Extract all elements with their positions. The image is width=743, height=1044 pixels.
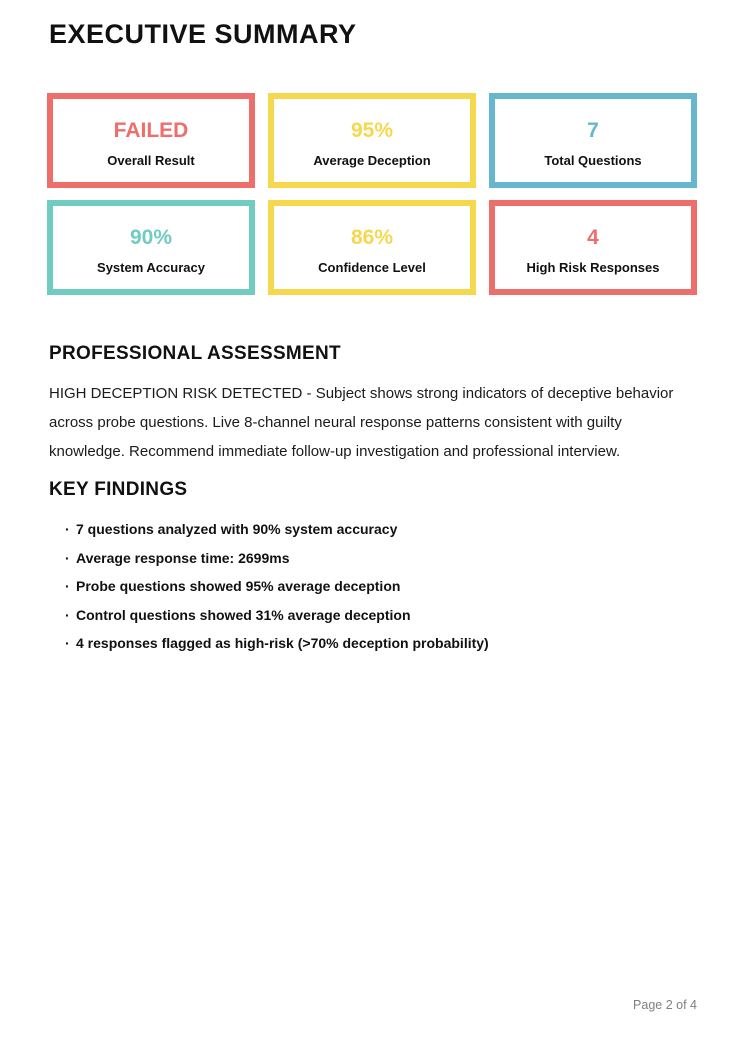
- page-title: EXECUTIVE SUMMARY: [49, 19, 357, 49]
- assessment-text: HIGH DECEPTION RISK DETECTED - Subject shows strong indicators of deceptive behavior across probe questions. Live 8-channel neural response patterns consistent with guilty knowledge. Recommend immediate follow-up investigation and professional interview.: [49, 385, 674, 460]
- summary-cards: [47, 93, 697, 295]
- finding-text: Control questions showed 31% average deception: [76, 606, 411, 623]
- finding-item: [49, 601, 696, 630]
- finding-item: [49, 515, 696, 544]
- stat-value: 4: [587, 226, 599, 249]
- stat-card: [47, 200, 255, 295]
- stat-label: Overall Result: [107, 153, 195, 168]
- stat-value: 7: [587, 119, 599, 142]
- stat-label: Total Questions: [544, 153, 642, 168]
- findings-heading: KEY FINDINGS: [49, 479, 188, 500]
- stat-label: Average Deception: [313, 153, 431, 168]
- stat-value: 90%: [129, 226, 173, 249]
- bullet-icon: ·: [65, 606, 70, 623]
- finding-text: Probe questions showed 95% average deception: [76, 578, 401, 594]
- assessment-heading: PROFESSIONAL ASSESSMENT: [49, 343, 341, 364]
- stat-label: System Accuracy: [97, 260, 205, 275]
- page-number: Page 2 of 4: [633, 998, 697, 1012]
- stat-card: [489, 93, 697, 188]
- stat-value: 95%: [350, 119, 394, 142]
- finding-item: [49, 629, 696, 658]
- bullet-icon: ·: [65, 521, 70, 537]
- stat-card: [268, 93, 476, 188]
- finding-item: [49, 544, 696, 573]
- stat-value: FAILED: [113, 119, 189, 142]
- finding-text: 7 questions analyzed with 90% system accuracy: [76, 521, 398, 537]
- stat-label: Confidence Level: [318, 260, 426, 275]
- findings-list: [49, 515, 696, 658]
- finding-item: [49, 572, 696, 601]
- stat-card: [489, 200, 697, 295]
- stat-card: [47, 93, 255, 188]
- bullet-icon: ·: [65, 549, 70, 566]
- stat-value: 86%: [350, 226, 394, 249]
- stat-label: High Risk Responses: [526, 260, 660, 275]
- finding-text: 4 responses flagged as high-risk (>70% deception probability): [76, 635, 489, 651]
- bullet-icon: ·: [65, 635, 70, 651]
- finding-text: Average response time: 2699ms: [76, 549, 290, 566]
- bullet-icon: ·: [65, 578, 70, 594]
- stat-card: [268, 200, 476, 295]
